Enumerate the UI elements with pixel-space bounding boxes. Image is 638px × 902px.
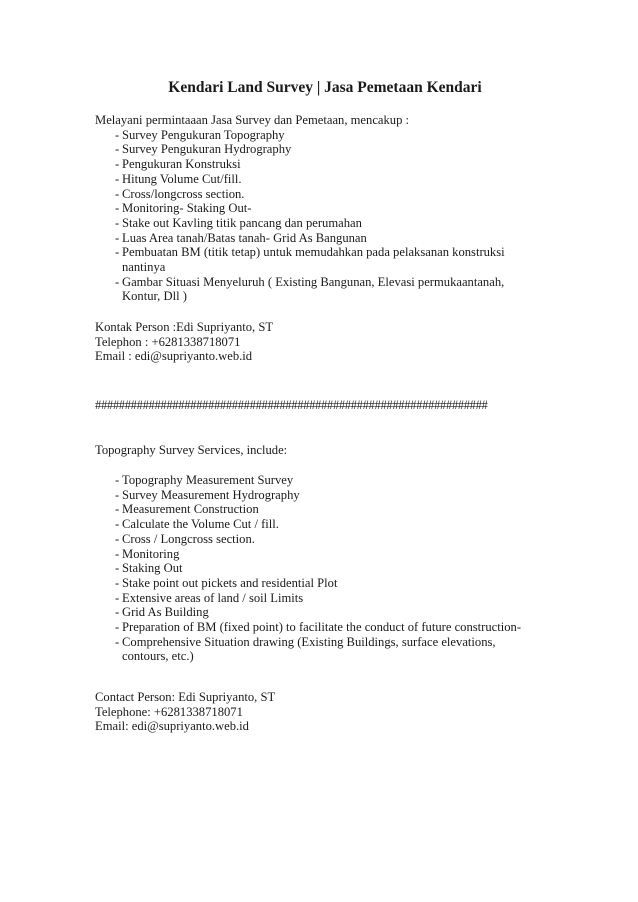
english-section bbox=[95, 443, 287, 458]
list-item: - Cross / Longcross section. bbox=[115, 531, 255, 546]
contact-email[interactable]: Email: edi@supriyanto.web.id bbox=[95, 719, 249, 734]
indonesian-intro: Melayani permintaaan Jasa Survey dan Pemetaan, mencakup : bbox=[95, 113, 410, 127]
contact-person: Contact Person: Edi Supriyanto, ST bbox=[95, 690, 276, 704]
indonesian-contact bbox=[95, 320, 273, 364]
list-item: - Survey Pengukuran Topography bbox=[115, 127, 285, 142]
english-service-list-block bbox=[95, 473, 542, 664]
list-item: - Gambar Situasi Menyeluruh ( Existing Bangunan, Elevasi permukaantanah, Kontur, Dll ) bbox=[115, 274, 505, 304]
list-item: - Cross/longcross section. bbox=[115, 186, 245, 201]
list-item: - Measurement Construction bbox=[115, 502, 259, 517]
list-item: - Grid As Building bbox=[115, 605, 209, 620]
list-item: - Stake point out pickets and residential Plot bbox=[115, 575, 338, 590]
list-item: - Pembuatan BM (titik tetap) untuk memudahkan pada pelaksanan konstruksi nantinya bbox=[115, 245, 505, 275]
contact-phone: Telephone: +6281338718071 bbox=[95, 704, 243, 719]
list-item: - Extensive areas of land / soil Limits bbox=[115, 590, 304, 605]
section-separator: ################################################################## bbox=[95, 398, 488, 412]
list-item: - Survey Pengukuran Hydrography bbox=[115, 142, 292, 157]
list-item: - Calculate the Volume Cut / fill. bbox=[115, 517, 279, 532]
indonesian-section bbox=[95, 113, 542, 304]
list-item: - Luas Area tanah/Batas tanah- Grid As Bangunan bbox=[115, 230, 367, 245]
english-service-list bbox=[95, 473, 542, 664]
list-item: - Monitoring- Staking Out- bbox=[115, 201, 252, 216]
english-intro: Topography Survey Services, include: bbox=[95, 443, 288, 457]
list-item: - Pengukuran Konstruksi bbox=[115, 157, 241, 172]
list-item: - Topography Measurement Survey bbox=[115, 473, 294, 487]
indonesian-service-list bbox=[95, 128, 542, 304]
list-item: - Comprehensive Situation drawing (Existing Buildings, surface elevations, contours, etc.) bbox=[115, 634, 496, 664]
list-item: - Preparation of BM (fixed point) to facilitate the conduct of future construction- bbox=[115, 620, 522, 635]
list-item: - Monitoring bbox=[115, 546, 180, 561]
list-item: - Staking Out bbox=[115, 561, 183, 576]
contact-person: Kontak Person :Edi Supriyanto, ST bbox=[95, 320, 274, 334]
list-item: - Hitung Volume Cut/fill. bbox=[115, 171, 242, 186]
document-title: Kendari Land Survey | Jasa Pemetaan Kendari bbox=[168, 79, 482, 96]
contact-email[interactable]: Email : edi@supriyanto.web.id bbox=[95, 349, 253, 364]
list-item: - Survey Measurement Hydrography bbox=[115, 487, 300, 502]
english-contact bbox=[95, 690, 275, 734]
contact-phone: Telephon : +6281338718071 bbox=[95, 334, 241, 349]
list-item: - Stake out Kavling titik pancang dan perumahan bbox=[115, 215, 362, 230]
